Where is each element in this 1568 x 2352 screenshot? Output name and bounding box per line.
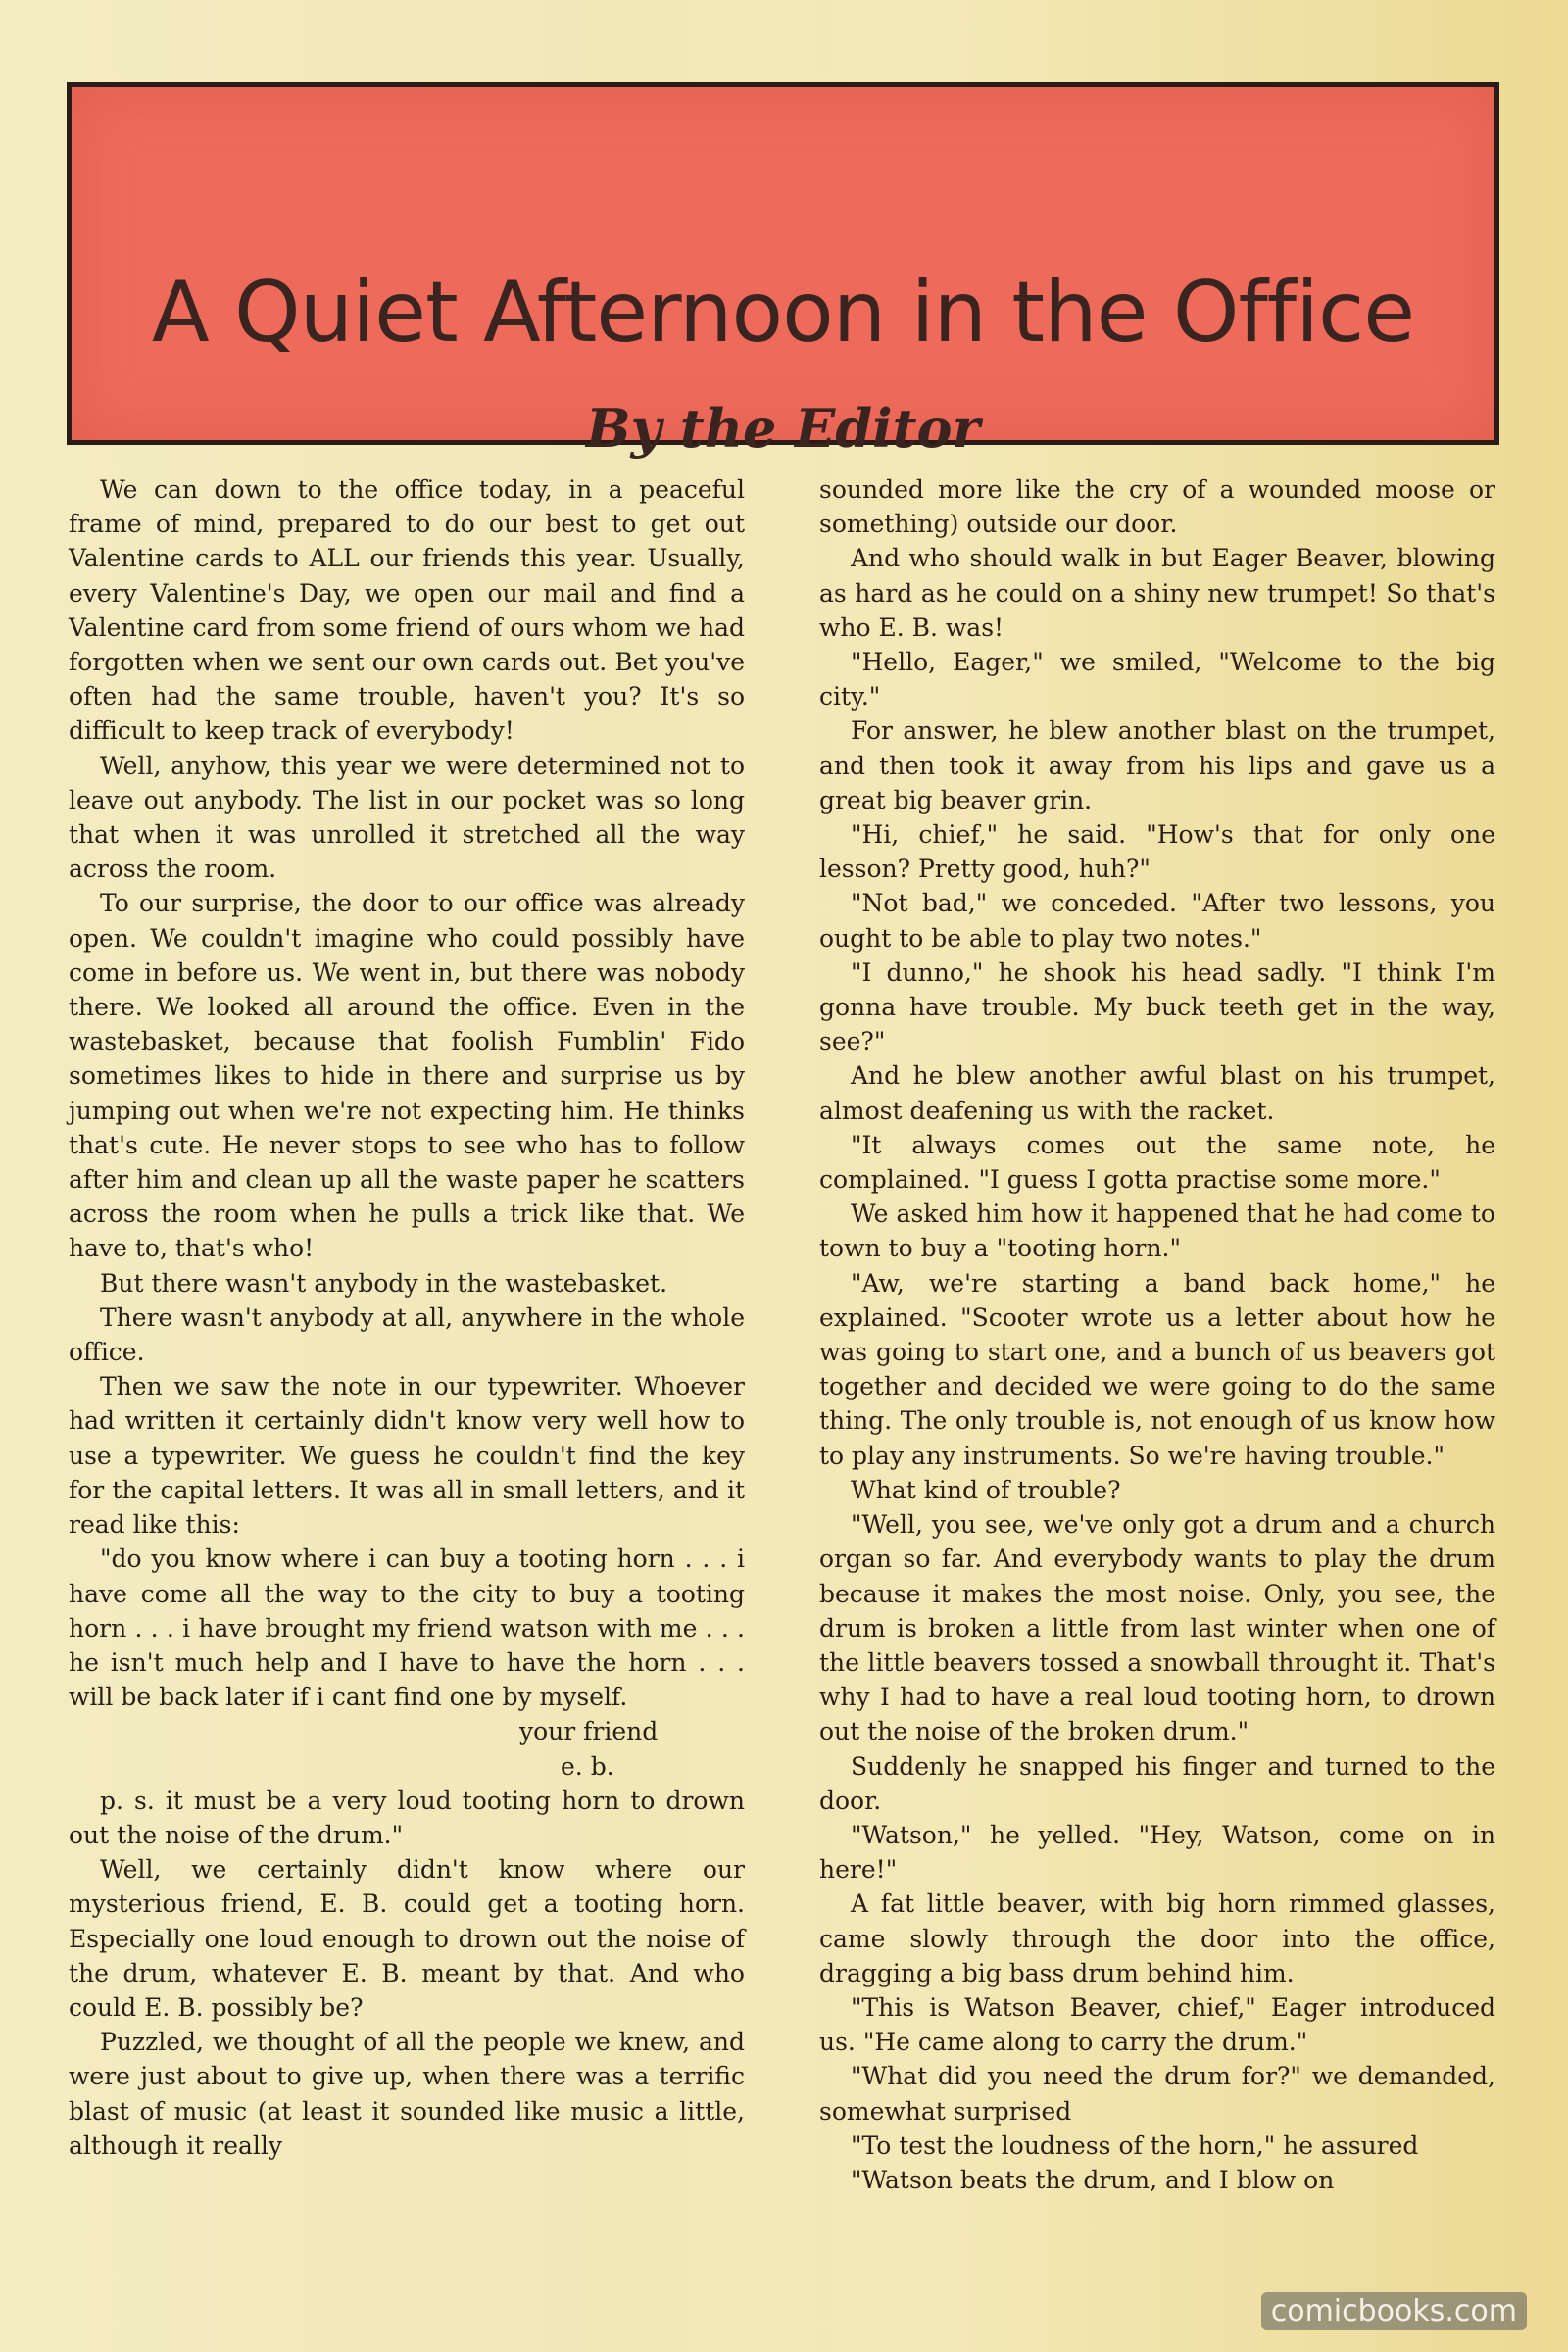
paragraph: "To test the loudness of the horn," he assured: [851, 2131, 1419, 2160]
paragraph: sounded more like the cry of a wounded moose or something) outside our door.: [819, 475, 1495, 539]
paragraph: "This is Watson Beaver, chief," Eager introduced us. "He came along to carry the drum.": [819, 1992, 1495, 2057]
note-postscript: p. s. it must be a very loud tooting horn to drown out the noise of the drum.": [69, 1786, 745, 1849]
paragraph: "Well, you see, we've only got a drum and a church organ so far. And everybody wants to play the drum because it makes the most noise. Only, you see, the drum is broken a little from last winter when one of the little beavers tossed a snowball throught it. That's why I had to have a real loud tooting horn, to drown out the noise of the broken drum.": [819, 1510, 1495, 1746]
site-watermark: comicbooks.com: [1261, 2292, 1527, 2330]
title-banner: [67, 82, 1499, 460]
paragraph: Well, we certainly didn't know where our mysterious friend, E. B. could get a tooting horn. Especially one loud enough to drown out the noise of the drum, whatever E. B. meant by that. And who could E. B. possibly be?: [69, 1855, 745, 2022]
paragraph: "It always comes out the same note, he complained. "I guess I gotta practise some more.": [819, 1130, 1495, 1195]
paragraph: "I dunno," he shook his head sadly. "I think I'm gonna have trouble. My buck teeth get in the way, see?": [819, 957, 1495, 1056]
paragraph: "Aw, we're starting a band back home," he explained. "Scooter wrote us a letter about how he was going to start one, and a bunch of us beavers got together and decided we were going to do the same thing. The only trouble is, not enough of us know how to play any instruments. So we're having trouble.": [819, 1268, 1495, 1470]
paragraph: And who should walk in but Eager Beaver, blowing as hard as he could on a shiny new trumpet! So that's who E. B. was!: [819, 544, 1495, 642]
paragraph: And he blew another awful blast on his trumpet, almost deafening us with the racket.: [819, 1061, 1495, 1125]
paragraph: Well, anyhow, this year we were determined not to leave out anybody. The list in our pocket was so long that when it was unrolled it stretched all the way across the room.: [69, 751, 745, 884]
paragraph: "Hello, Eager," we smiled, "Welcome to the big city.": [819, 648, 1495, 711]
paragraph: "Hi, chief," he said. "How's that for only one lesson? Pretty good, huh?": [819, 820, 1495, 884]
paragraph: We can down to the office today, in a peaceful frame of mind, prepared to do our best to get out Valentine cards to ALL our friends this year. Usually, every Valentine's Day, we open our mail and find a Valentine card from some friend of ours whom we had forgotten when we sent our own cards out. Bet you've often had the same trouble, haven't you? It's so difficult to keep track of everybody!: [69, 475, 745, 746]
paragraph: We asked him how it happened that he had come to town to buy a "tooting horn.": [819, 1200, 1495, 1263]
paragraph: "Watson," he yelled. "Hey, Watson, come on in here!": [819, 1820, 1495, 1885]
paragraph: "Not bad," we conceded. "After two lessons, you ought to be able to play two notes.": [819, 889, 1495, 953]
left-column: [69, 472, 745, 2163]
paragraph: Suddenly he snapped his finger and turned to the door.: [819, 1751, 1495, 1815]
paragraph: What kind of trouble?: [851, 1475, 1121, 1504]
note-initials: e. b.: [561, 1751, 614, 1781]
paragraph: A fat little beaver, with big horn rimmed glasses, came slowly through the door into the office, dragging a big bass drum behind him.: [819, 1889, 1495, 1987]
byline: By the Editor: [585, 397, 981, 460]
paragraph: Puzzled, we thought of all the people we knew, and were just about to give up, when there was a terrific blast of music (at least it sounded like music a little, although it really: [69, 2028, 745, 2160]
paragraph: But there wasn't anybody in the wastebasket.: [100, 1268, 668, 1298]
right-column: [819, 472, 1495, 2197]
paragraph: "What did you need the drum for?" we demanded, somewhat surprised: [819, 2062, 1495, 2126]
note-text: "do you know where i can buy a tooting horn . . . i have come all the way to the city to buy a tooting horn . . . i have brought my friend watson with me . . . he isn't much help and I have to have the horn . . . will be back later if i cant find one by myself.: [69, 1544, 745, 1712]
paragraph: Then we saw the note in our typewriter. Whoever had written it certainly didn't know very well how to use a typewriter. We guess he couldn't find the key for the capital letters. It was all in small letters, and it read like this:: [69, 1372, 745, 1540]
paragraph: There wasn't anybody at all, anywhere in the whole office.: [69, 1302, 745, 1367]
paragraph: To our surprise, the door to our office was already open. We couldn't imagine who could possibly have come in before us. We went in, but there was nobody there. We looked all around the office. Even in the wastebasket, because that foolish Fumblin' Fido sometimes likes to hide in there and surprise us by jumping out when we're not expecting him. He thinks that's cute. He never stops to see who has to follow after him and clean up all the waste paper he scatters across the room when he pulls a trick like that. We have to, that's who!: [69, 889, 745, 1263]
paragraph: "Watson beats the drum, and I blow on: [851, 2165, 1335, 2194]
paragraph: For answer, he blew another blast on the trumpet, and then took it away from his lips and gave us a great big beaver grin.: [819, 716, 1495, 814]
page-title: A Quiet Afternoon in the Office: [151, 264, 1415, 362]
note-signature: your friend: [519, 1717, 659, 1746]
